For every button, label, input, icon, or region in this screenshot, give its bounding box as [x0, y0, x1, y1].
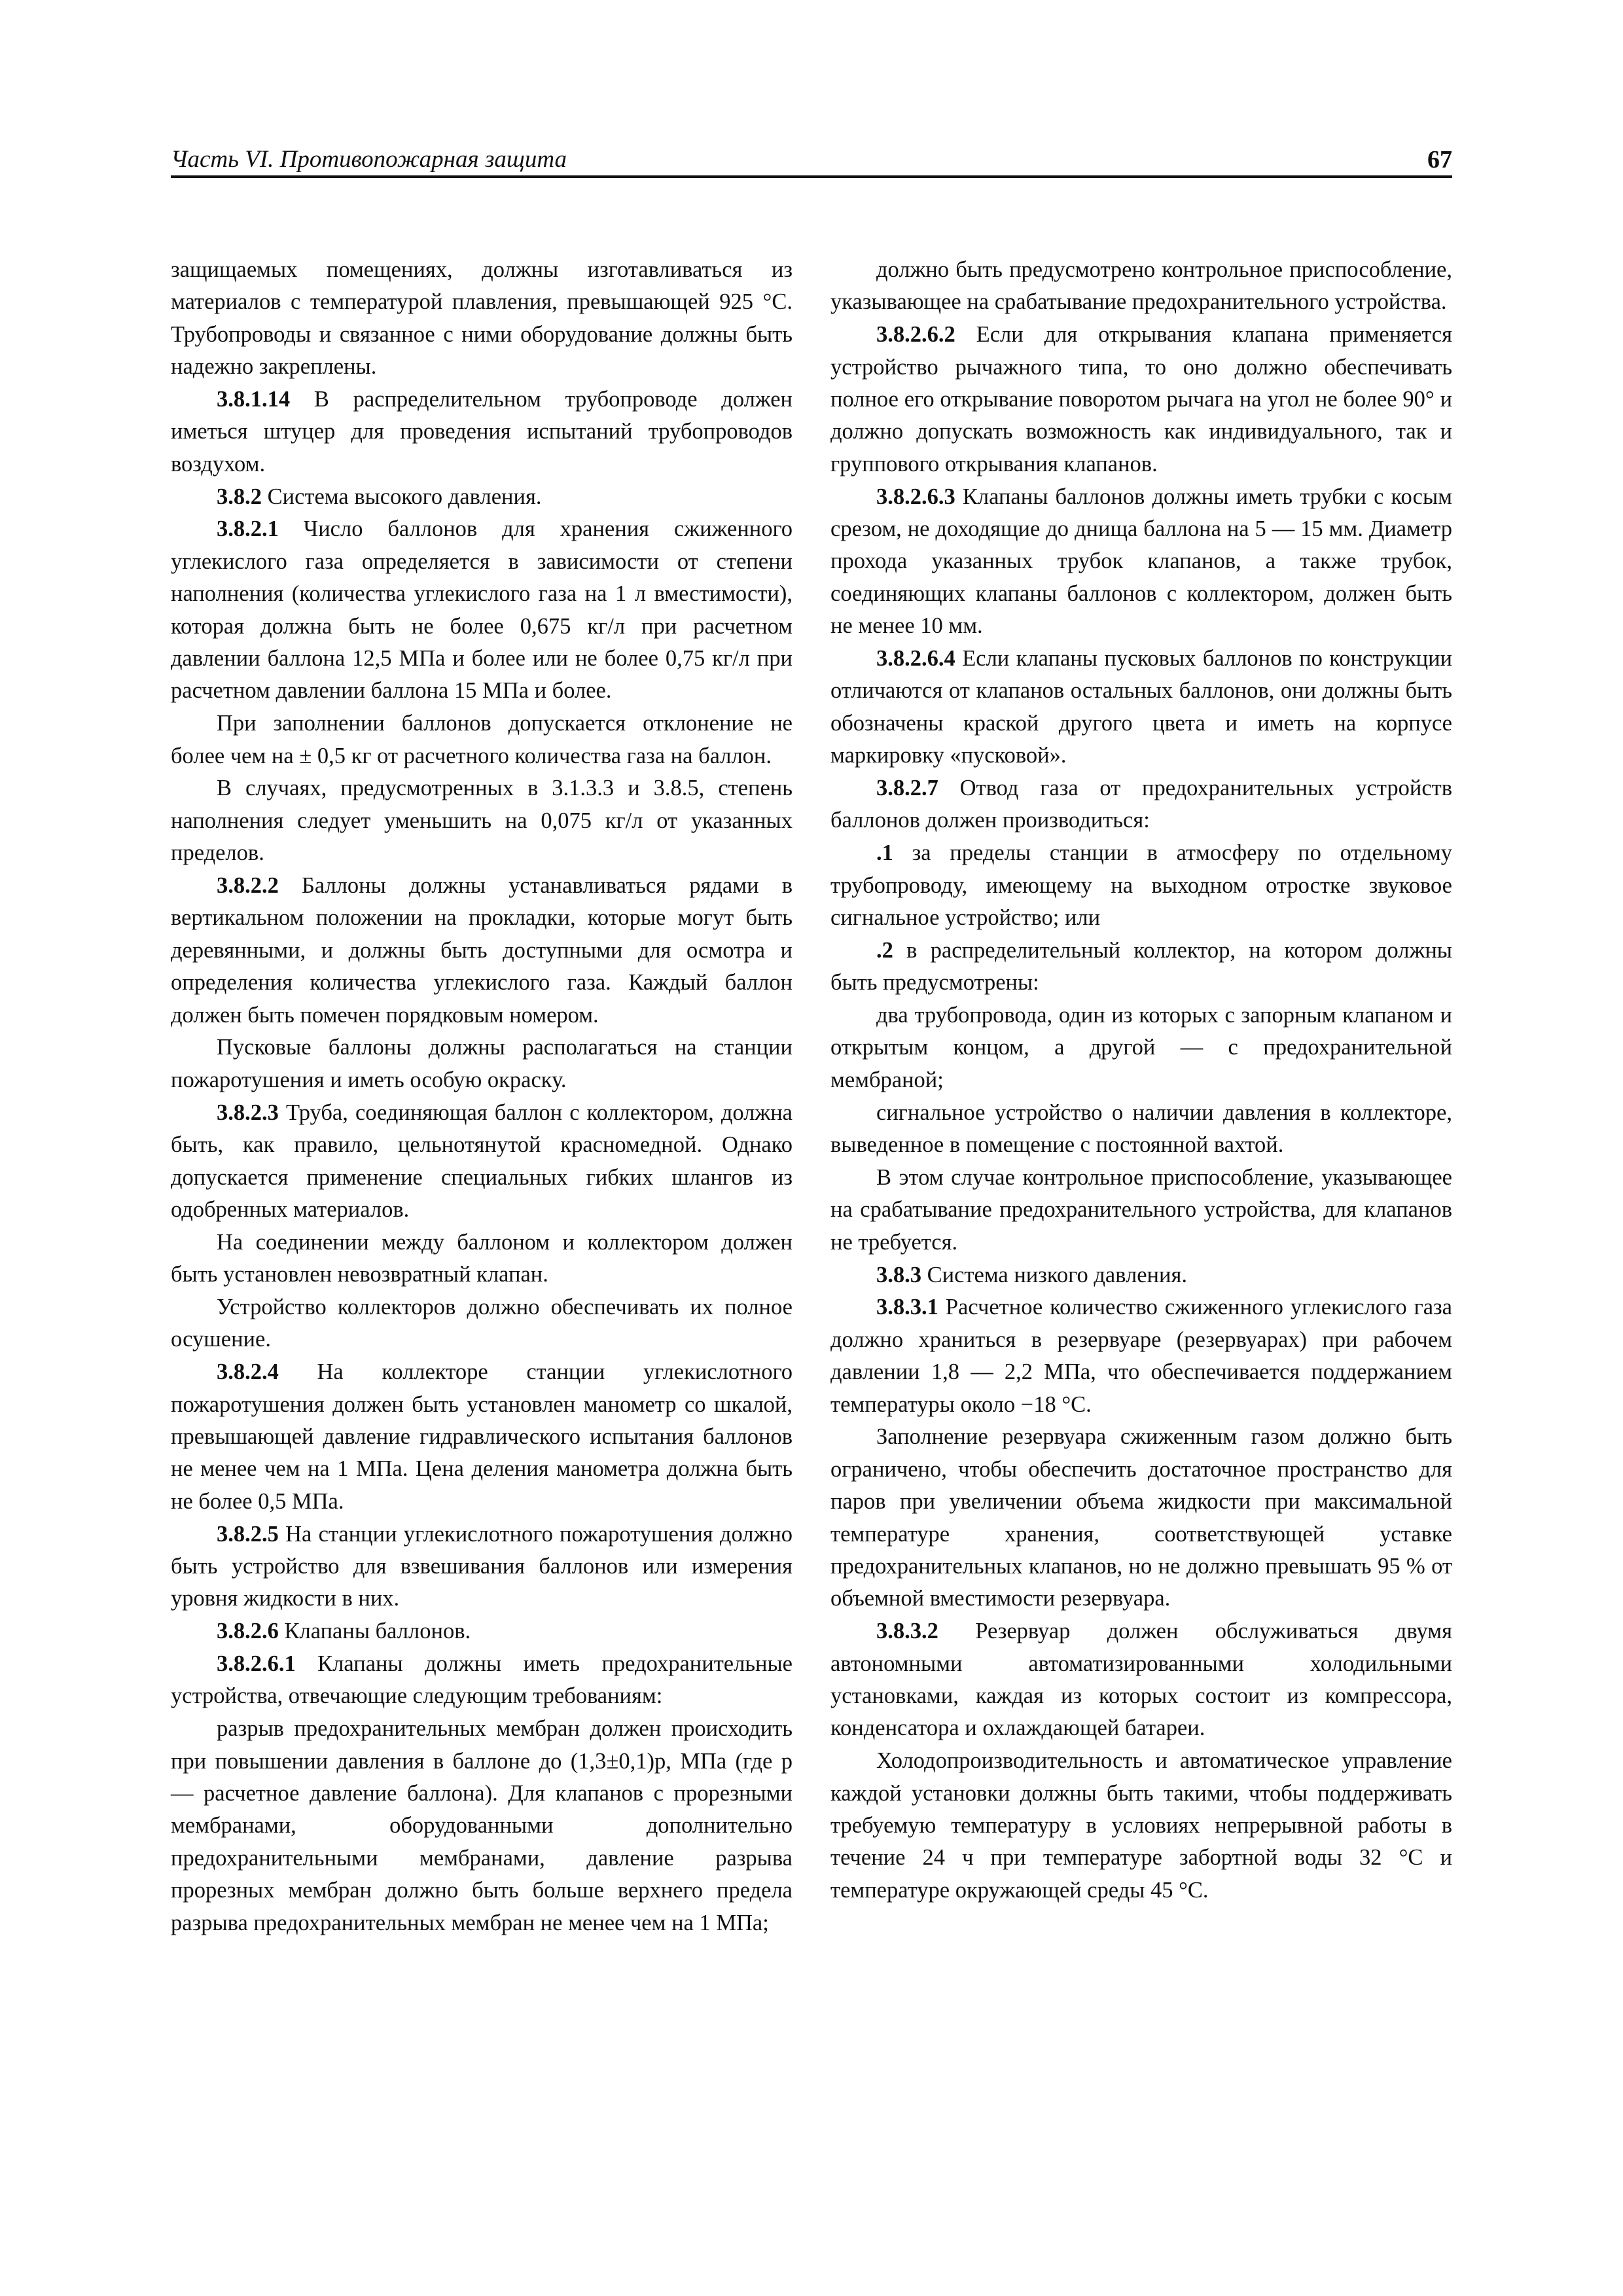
paragraph — [171, 1713, 793, 1939]
paragraph — [830, 481, 1452, 643]
section-number: 3.8.1.14 — [217, 387, 291, 412]
paragraph-text: Холодопроизводительность и автоматическое управление каждой установки должны быть такими, чтобы поддерживать требуемую температуру в условиях непрерывной работы в течение 24 ч при температуре забортной воды 32 °С и температуре окружающей среды 45 °С. — [830, 1748, 1452, 1903]
paragraph-text: Баллоны должны устанавливаться рядами в вертикальном положении на прокладки, которые могут быть деревянными, и должны быть доступными для осмотра и определения количества углекислого газа. Каждый баллон должен быть помечен порядковым номером. — [171, 873, 793, 1028]
right-column — [830, 254, 1452, 1907]
section-number: 3.8.2.6.2 — [876, 322, 955, 348]
paragraph-text: Пусковые баллоны должны располагаться на станции пожаротушения и иметь особую окраску. — [171, 1035, 793, 1092]
paragraph — [830, 1291, 1452, 1421]
paragraph — [830, 1162, 1452, 1259]
paragraph — [830, 837, 1452, 934]
section-number: 3.8.2.2 — [217, 873, 279, 899]
running-header — [171, 143, 1452, 177]
paragraph-text: Если для открывания клапана применяется устройство рычажного типа, то оно должно обеспечивать полное его открывание поворотом рычага на угол не более 90° и должно допускать возможность как индивидуального, так и группового открывания клапанов. — [830, 322, 1452, 476]
section-number: 3.8.3.1 — [876, 1295, 938, 1320]
paragraph-text: Отвод газа от предохранительных устройств баллонов должен производиться: — [830, 776, 1452, 833]
paragraph-text: Заполнение резервуара сжиженным газом должно быть ограничено, чтобы обеспечить достаточное пространство для паров при увеличении объема жидкости при максимальной температуре хранения, соответствующей уставке предохранительных клапанов, но не должно превышать 95 % от объемной вместимости резервуара. — [830, 1424, 1452, 1611]
paragraph — [830, 1259, 1452, 1291]
section-number: 3.8.3 — [876, 1262, 921, 1287]
paragraph — [171, 1648, 793, 1713]
page-number: 67 — [1427, 146, 1452, 173]
paragraph-text: В распределительном трубопроводе должен иметься штуцер для проведения испытаний трубопроводов воздухом. — [171, 387, 793, 476]
section-number: .1 — [876, 840, 893, 866]
paragraph — [171, 254, 793, 384]
section-number: 3.8.2.6 — [217, 1619, 279, 1644]
paragraph — [171, 1615, 793, 1647]
paragraph-text: защищаемых помещениях, должны изготавливаться из материалов с температурой плавления, превышающей 925 °С. Трубопроводы и связанное с ними оборудование должны быть надежно закреплены. — [171, 257, 793, 380]
paragraph — [830, 643, 1452, 772]
paragraph — [830, 935, 1452, 999]
section-number: 3.8.2.4 — [217, 1359, 279, 1385]
paragraph-text: Клапаны должны иметь предохранительные устройства, отвечающие следующим требованиям: — [171, 1651, 793, 1709]
paragraph — [830, 1615, 1452, 1745]
paragraph-text: Устройство коллекторов должно обеспечивать их полное осушение. — [171, 1294, 793, 1352]
paragraph — [830, 1097, 1452, 1162]
paragraph — [171, 1097, 793, 1227]
paragraph — [171, 1356, 793, 1518]
paragraph-text: На станции углекислотного пожаротушения должно быть устройство для взвешивания баллонов или измерения уровня жидкости в них. — [171, 1521, 793, 1611]
paragraph — [171, 1518, 793, 1615]
section-number: 3.8.2.5 — [217, 1521, 279, 1547]
left-column — [171, 254, 793, 1939]
paragraph — [830, 1745, 1452, 1907]
paragraph-text: в распределительный коллектор, на котором должны быть предусмотрены: — [830, 937, 1452, 996]
paragraph — [830, 254, 1452, 319]
paragraph — [830, 772, 1452, 837]
paragraph-text: Система высокого давления. — [262, 484, 542, 509]
paragraph-text: за пределы станции в атмосферу по отдельному трубопроводу, имеющему на выходном отростке звуковое сигнальное устройство; или — [830, 840, 1452, 931]
paragraph-text: Система низкого давления. — [921, 1262, 1187, 1287]
paragraph-text: Резервуар должен обслуживаться двумя автономными автоматизированными холодильными установками, каждая из которых состоит из компрессора, конденсатора и охлаждающей батареи. — [830, 1619, 1452, 1741]
paragraph-text: В этом случае контрольное приспособление, указывающее на срабатывание предохранительного устройства, для клапанов не требуется. — [830, 1164, 1452, 1255]
paragraph-text: В случаях, предусмотренных в 3.1.3.3 и 3.8.5, степень наполнения следует уменьшить на 0,075 кг/л от указанных пределов. — [171, 776, 793, 866]
header-rule — [171, 175, 1452, 178]
paragraph-text: Клапаны баллонов должны иметь трубки с косым срезом, не доходящие до днища баллона на 5 — 15 мм. Диаметр прохода указанных трубок клапанов, а также трубок, соединяющих клапаны баллонов с коллектором, должен быть не менее 10 мм. — [830, 484, 1452, 639]
paragraph-text: два трубопровода, один из которых с запорным клапаном и открытым концом, а другой — с предохранительной мембраной; — [830, 1003, 1452, 1092]
section-number: 3.8.2.1 — [217, 516, 279, 542]
paragraph — [830, 1421, 1452, 1615]
section-number: 3.8.2.6.4 — [876, 646, 955, 672]
paragraph — [171, 1031, 793, 1096]
paragraph-text: Клапаны баллонов. — [278, 1619, 471, 1644]
paragraph — [171, 513, 793, 707]
paragraph-text: разрыв предохранительных мембран должен происходить при повышении давления в баллоне до (1,3±0,1)p, МПа (где p — расчетное давление баллона). Для клапанов с прорезными мембранами, оборудованными дополнительно предохранительными мембранами, давление разрыва прорезных мембран должно быть больше верхнего предела разрыва предохранительных мембран не менее чем на 1 МПа; — [171, 1716, 793, 1935]
paragraph-text: Если клапаны пусковых баллонов по конструкции отличаются от клапанов остальных баллонов, они должны быть обозначены краской другого цвета и иметь на корпусе маркировку «пусковой». — [830, 646, 1452, 768]
paragraph — [171, 481, 793, 513]
paragraph — [171, 1227, 793, 1291]
section-number: 3.8.2.3 — [217, 1100, 279, 1125]
paragraph-text: При заполнении баллонов допускается отклонение не более чем на ± 0,5 кг от расчетного количества газа на баллон. — [171, 711, 793, 768]
paragraph-text: Расчетное количество сжиженного углекислого газа должно храниться в резервуаре (резервуарах) при рабочем давлении 1,8 — 2,2 МПа, что обеспечивается поддержанием температуры около −18 °С. — [830, 1295, 1452, 1417]
paragraph-text: На коллекторе станции углекислотного пожаротушения должен быть установлен манометр со шкалой, превышающей давление гидравлического испытания баллонов не менее чем на 1 МПа. Цена деления манометра должна быть не более 0,5 МПа. — [171, 1359, 793, 1514]
header-title: Часть VI. Противопожарная защита — [171, 146, 567, 173]
section-number: .2 — [876, 937, 893, 963]
section-number: 3.8.2.6.3 — [876, 484, 955, 509]
paragraph-text: Труба, соединяющая баллон с коллектором, должна быть, как правило, цельнотянутой красномедной. Однако допускается применение специальных гибких шлангов из одобренных материалов. — [171, 1100, 793, 1222]
paragraph-text: Число баллонов для хранения сжиженного углекислого газа определяется в зависимости от степени наполнения (количества углекислого газа на 1 л вместимости), которая должна быть не более 0,675 кг/л при расчетном давлении баллона 12,5 МПа и более или не более 0,75 кг/л при расчетном давлении баллона 15 МПа и более. — [171, 516, 793, 704]
section-number: 3.8.2.7 — [876, 776, 938, 801]
paragraph-text: сигнальное устройство о наличии давления в коллекторе, выведенное в помещение с постоянной вахтой. — [830, 1100, 1452, 1158]
paragraph — [171, 772, 793, 869]
paragraph-text: На соединении между баллоном и коллектором должен быть установлен невозвратный клапан. — [171, 1229, 793, 1287]
paragraph-text: должно быть предусмотрено контрольное приспособление, указывающее на срабатывание предохранительного устройства. — [830, 257, 1452, 315]
section-number: 3.8.2 — [217, 484, 262, 509]
section-number: 3.8.3.2 — [876, 1619, 938, 1644]
section-number: 3.8.2.6.1 — [217, 1651, 296, 1676]
paragraph — [171, 870, 793, 1031]
paragraph — [171, 384, 793, 480]
paragraph — [171, 708, 793, 772]
paragraph — [830, 319, 1452, 480]
paragraph — [171, 1291, 793, 1356]
paragraph — [830, 999, 1452, 1096]
